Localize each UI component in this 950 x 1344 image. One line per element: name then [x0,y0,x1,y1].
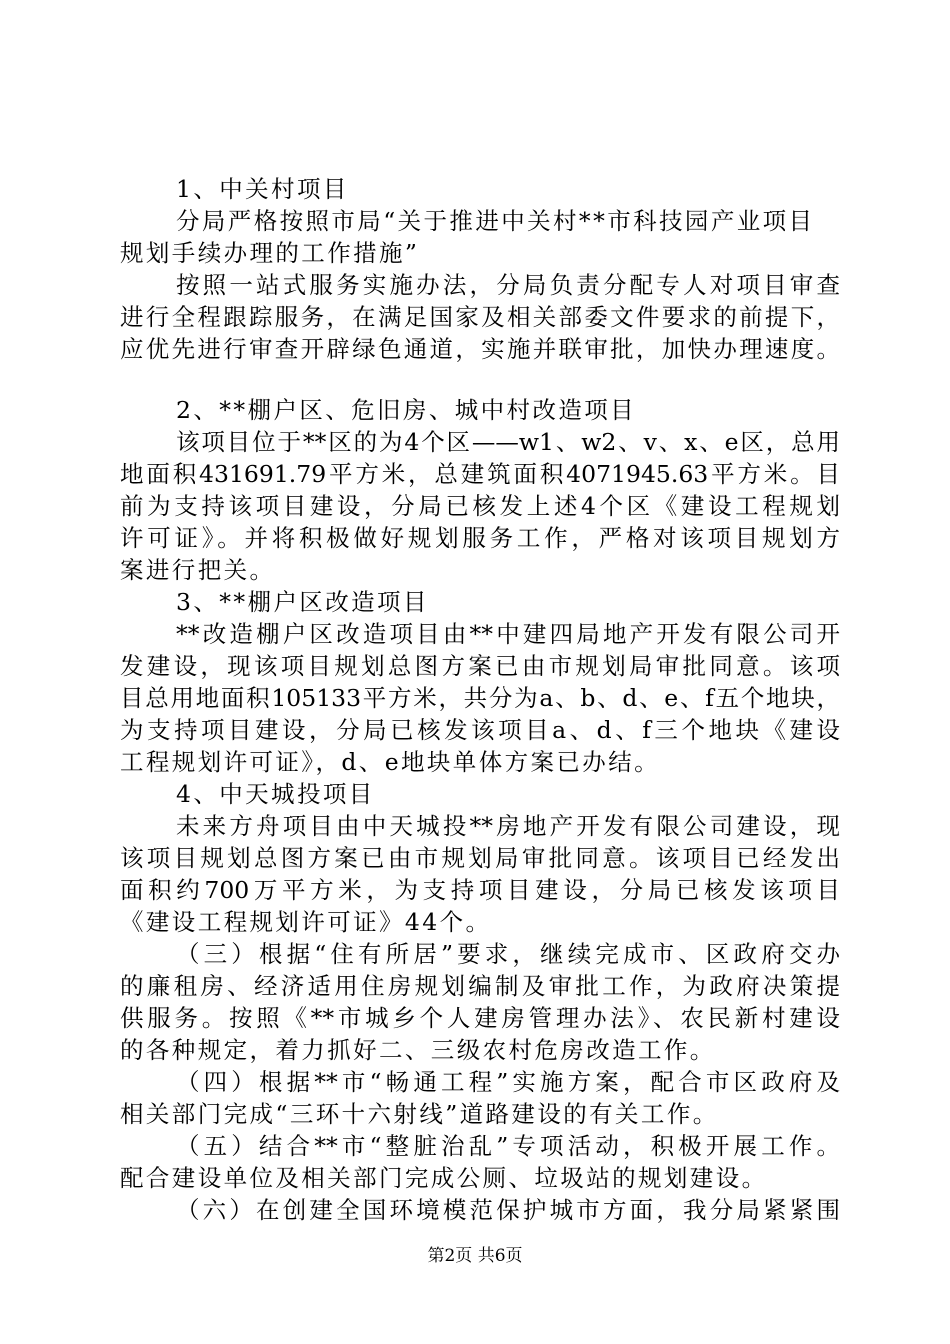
section-heading-zhongguancun: 1、中关村项目 [176,175,349,203]
paragraph-line: 该项目规划总图方案已由市规划局审批同意。该项目已经发出 [120,844,840,872]
paragraph-line: 许可证》。并将积极做好规划服务工作，严格对该项目规划方 [120,524,840,552]
paragraph-line: （三）根据“住有所居”要求，继续完成市、区政府交办 [176,940,840,968]
paragraph-line: 案进行把关。 [120,556,276,584]
paragraph-line: 发建设，现该项目规划总图方案已由市规划局审批同意。该项 [120,652,840,680]
section-heading-zhongtian: 4、中天城投项目 [176,780,375,808]
section-heading-shantytown: 2、**棚户区、危旧房、城中村改造项目 [176,396,637,424]
paragraph-line: 分局严格按照市局“关于推进中关村**市科技园产业项目 [176,207,815,235]
paragraph-line: 配合建设单位及相关部门完成公厕、垃圾站的规划建设。 [120,1164,768,1192]
paragraph-line: 的廉租房、经济适用住房规划编制及审批工作，为政府决策提 [120,972,840,1000]
paragraph-line: 工程规划许可证》，d、e地块单体方案已办结。 [120,748,660,776]
paragraph-line: 前为支持该项目建设，分局已核发上述4个区《建设工程规划 [120,492,840,520]
document-body [120,173,840,1226]
paragraph-gap [120,365,840,394]
paragraph-line: 为支持项目建设，分局已核发该项目a、d、f三个地块《建设 [120,716,840,744]
paragraph-line: 规划手续办理的工作措施” [120,239,420,267]
paragraph-line: 应优先进行审查开辟绿色通道，实施并联审批，加快办理速度。 [120,335,840,363]
paragraph-line: 地面积431691.79平方米，总建筑面积4071945.63平方米。目 [120,460,840,488]
section-heading-shantytown-renovation: 3、**棚户区改造项目 [176,588,429,616]
paragraph-line: （五）结合**市“整脏治乱”专项活动，积极开展工作。 [176,1132,840,1160]
paragraph-line: （四）根据**市“畅通工程”实施方案，配合市区政府及 [176,1068,840,1096]
paragraph-line: 《建设工程规划许可证》44个。 [120,908,492,936]
paragraph-line: 的各种规定，着力抓好二、三级农村危房改造工作。 [120,1036,716,1064]
paragraph-line: 按照一站式服务实施办法，分局负责分配专人对项目审查 [176,271,840,299]
paragraph-line: **改造棚户区改造项目由**中建四局地产开发有限公司开 [176,620,840,648]
paragraph-line: 该项目位于**区的为4个区——w1、w2、v、x、e区，总用 [176,428,840,456]
paragraph-line: 面积约700万平方米，为支持项目建设，分局已核发该项目 [120,876,840,904]
paragraph-line: （六）在创建全国环境模范保护城市方面，我分局紧紧围 [176,1196,840,1224]
paragraph-line: 未来方舟项目由中天城投**房地产开发有限公司建设，现 [176,812,840,840]
paragraph-line: 进行全程跟踪服务，在满足国家及相关部委文件要求的前提下， [120,303,840,331]
paragraph-line: 目总用地面积105133平方米，共分为a、b、d、e、f五个地块， [120,684,840,712]
paragraph-line: 供服务。按照《**市城乡个人建房管理办法》、农民新村建设 [120,1004,840,1032]
page-number-footer: 第2页 共6页 [427,1246,523,1266]
paragraph-line: 相关部门完成“三环十六射线”道路建设的有关工作。 [120,1100,719,1128]
